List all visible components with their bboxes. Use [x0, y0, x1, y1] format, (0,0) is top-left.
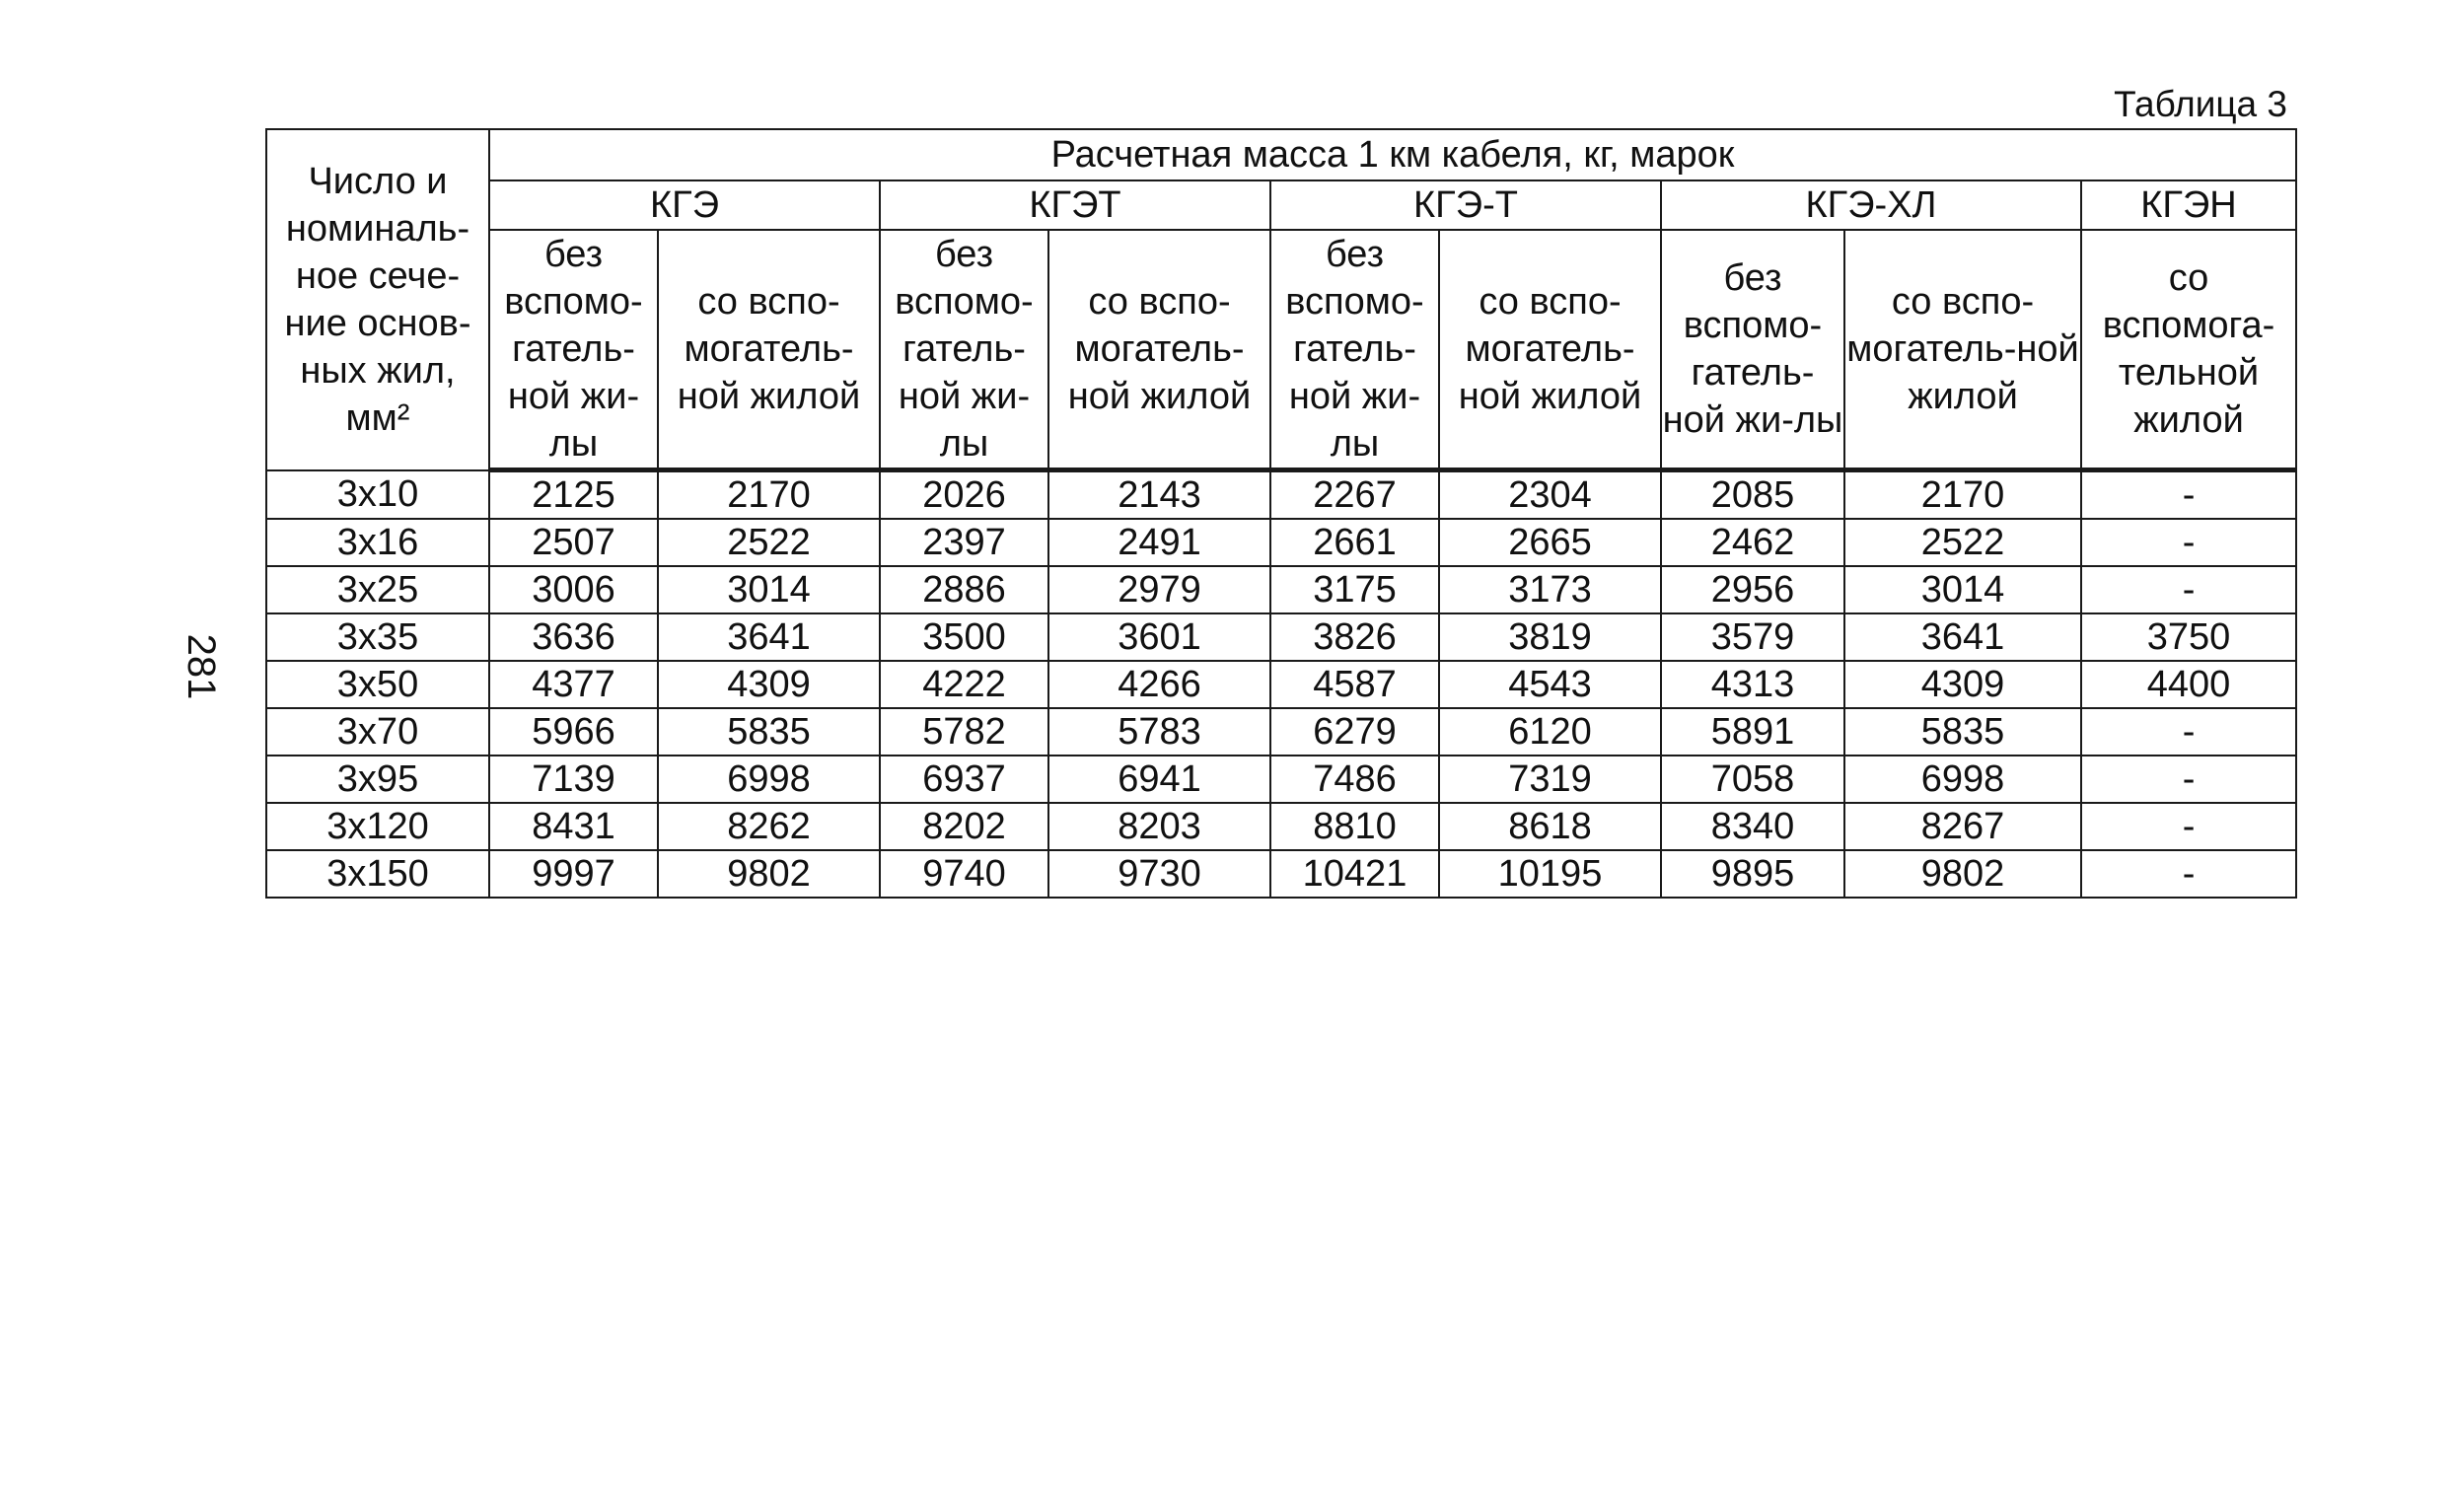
table-cell: 5966 — [489, 708, 658, 756]
table-cell: 3826 — [1270, 613, 1439, 661]
row-label-cell: 3x70 — [266, 708, 489, 756]
table-cell: 4313 — [1661, 661, 1844, 708]
table-cell: 7139 — [489, 756, 658, 803]
table-cell: 5783 — [1048, 708, 1270, 756]
table-cell: 3819 — [1439, 613, 1661, 661]
table-cell: 6941 — [1048, 756, 1270, 803]
table-cell: 7486 — [1270, 756, 1439, 803]
subheader-without-aux: без вспомо-гатель-ной жи-лы — [1661, 230, 1844, 470]
table-cell: 8262 — [658, 803, 880, 850]
table-cell: 9997 — [489, 850, 658, 898]
table-cell: 2125 — [489, 470, 658, 520]
table-cell: 3579 — [1661, 613, 1844, 661]
table-cell: 8202 — [880, 803, 1048, 850]
table-cell: 8340 — [1661, 803, 1844, 850]
table-cell: 2956 — [1661, 566, 1844, 613]
table-cell: 3014 — [658, 566, 880, 613]
table-cell: 2462 — [1661, 519, 1844, 566]
table-cell: 10195 — [1439, 850, 1661, 898]
table-cell: 3641 — [1844, 613, 2081, 661]
table-cell: 4587 — [1270, 661, 1439, 708]
table-row — [266, 850, 2296, 898]
row-label-cell: 3x95 — [266, 756, 489, 803]
table-row — [266, 803, 2296, 850]
table-cell: 4400 — [2081, 661, 2296, 708]
table-cell: 3636 — [489, 613, 658, 661]
table-cell: 9895 — [1661, 850, 1844, 898]
table-cell: 6998 — [658, 756, 880, 803]
table-cell: 5782 — [880, 708, 1048, 756]
table-cell: 2979 — [1048, 566, 1270, 613]
table-cell: 2397 — [880, 519, 1048, 566]
table-cell: 5835 — [658, 708, 880, 756]
page-number: 281 — [180, 633, 223, 700]
row-label-cell: 3x150 — [266, 850, 489, 898]
table-cell: 3601 — [1048, 613, 1270, 661]
table-cell: 2143 — [1048, 470, 1270, 520]
table-cell: 8203 — [1048, 803, 1270, 850]
table-row — [266, 470, 2296, 520]
table-cell: 8618 — [1439, 803, 1661, 850]
table-row — [266, 661, 2296, 708]
table-cell: 6998 — [1844, 756, 2081, 803]
table-cell: 6279 — [1270, 708, 1439, 756]
table-cell: 3750 — [2081, 613, 2296, 661]
table-caption: Таблица 3 — [2114, 84, 2287, 124]
subheader-without-aux: без вспомо-гатель-ной жи-лы — [1270, 230, 1439, 470]
row-label-cell: 3x16 — [266, 519, 489, 566]
table-cell: 2507 — [489, 519, 658, 566]
table-cell: 2267 — [1270, 470, 1439, 520]
table-cell: - — [2081, 850, 2296, 898]
table-row — [266, 566, 2296, 613]
table-cell: 3175 — [1270, 566, 1439, 613]
table-cell: 4266 — [1048, 661, 1270, 708]
table-cell: 5835 — [1844, 708, 2081, 756]
table-cell: 4309 — [1844, 661, 2081, 708]
table-cell: 4222 — [880, 661, 1048, 708]
table-cell: - — [2081, 708, 2296, 756]
subheader-with-aux: со вспо-могатель-ной жилой — [1844, 230, 2081, 470]
row-header-cell — [266, 129, 489, 470]
table-cell: 8431 — [489, 803, 658, 850]
table-cell: 6937 — [880, 756, 1048, 803]
table-body — [266, 470, 2296, 899]
table-cell: 2661 — [1270, 519, 1439, 566]
cable-mass-table — [265, 128, 2297, 899]
table-cell: 2304 — [1439, 470, 1661, 520]
table-cell: 3014 — [1844, 566, 2081, 613]
table-cell: 2170 — [1844, 470, 2081, 520]
table-cell: 9802 — [658, 850, 880, 898]
table-cell: - — [2081, 519, 2296, 566]
table-cell: - — [2081, 803, 2296, 850]
table-cell: 7058 — [1661, 756, 1844, 803]
subheader-with-aux: со вспо-могатель-ной жилой — [658, 230, 880, 470]
table-cell: 2085 — [1661, 470, 1844, 520]
row-label-cell: 3x35 — [266, 613, 489, 661]
table-row — [266, 756, 2296, 803]
table-row — [266, 708, 2296, 756]
brand-header-kge-khl: КГЭ-ХЛ — [1661, 180, 2081, 230]
table-cell: 3173 — [1439, 566, 1661, 613]
table-cell: 2491 — [1048, 519, 1270, 566]
table-cell: - — [2081, 566, 2296, 613]
table-cell: 4377 — [489, 661, 658, 708]
table-cell: 8810 — [1270, 803, 1439, 850]
table-cell: 9740 — [880, 850, 1048, 898]
table-cell: 9802 — [1844, 850, 2081, 898]
row-label-cell: 3x25 — [266, 566, 489, 613]
row-header-text: Число и номиналь-ное сече-ние основ-ных жил, мм² — [284, 160, 471, 439]
subheader-without-aux: без вспомо-гатель-ной жи-лы — [880, 230, 1048, 470]
table-cell: 2170 — [658, 470, 880, 520]
table-cell: 8267 — [1844, 803, 2081, 850]
row-label-cell: 3x50 — [266, 661, 489, 708]
brand-header-kgen: КГЭН — [2081, 180, 2296, 230]
subheader-with-aux-kgen: со вспомога-тельной жилой — [2081, 230, 2296, 470]
table-cell: 3500 — [880, 613, 1048, 661]
brand-header-kge-t: КГЭ-Т — [1270, 180, 1661, 230]
table-cell: 6120 — [1439, 708, 1661, 756]
brand-header-kget: КГЭТ — [880, 180, 1270, 230]
table-row — [266, 613, 2296, 661]
table-row — [266, 519, 2296, 566]
subheader-with-aux: со вспо-могатель-ной жилой — [1439, 230, 1661, 470]
table-cell: 2522 — [658, 519, 880, 566]
table-cell: - — [2081, 756, 2296, 803]
main-header: Расчетная масса 1 км кабеля, кг, марок — [489, 129, 2296, 180]
table-cell: 9730 — [1048, 850, 1270, 898]
row-label-cell: 3x10 — [266, 470, 489, 520]
table-cell: 2522 — [1844, 519, 2081, 566]
table-cell: 4543 — [1439, 661, 1661, 708]
table-cell: 10421 — [1270, 850, 1439, 898]
subheader-with-aux: со вспо-могатель-ной жилой — [1048, 230, 1270, 470]
table-cell: 4309 — [658, 661, 880, 708]
table-cell: 7319 — [1439, 756, 1661, 803]
table-cell: 3006 — [489, 566, 658, 613]
subheader-without-aux: без вспомо-гатель-ной жи-лы — [489, 230, 658, 470]
table-cell: 5891 — [1661, 708, 1844, 756]
row-label-cell: 3x120 — [266, 803, 489, 850]
brand-header-kge: КГЭ — [489, 180, 880, 230]
table-cell: - — [2081, 470, 2296, 520]
table-cell: 3641 — [658, 613, 880, 661]
table-cell: 2026 — [880, 470, 1048, 520]
table-cell: 2665 — [1439, 519, 1661, 566]
table-cell: 2886 — [880, 566, 1048, 613]
